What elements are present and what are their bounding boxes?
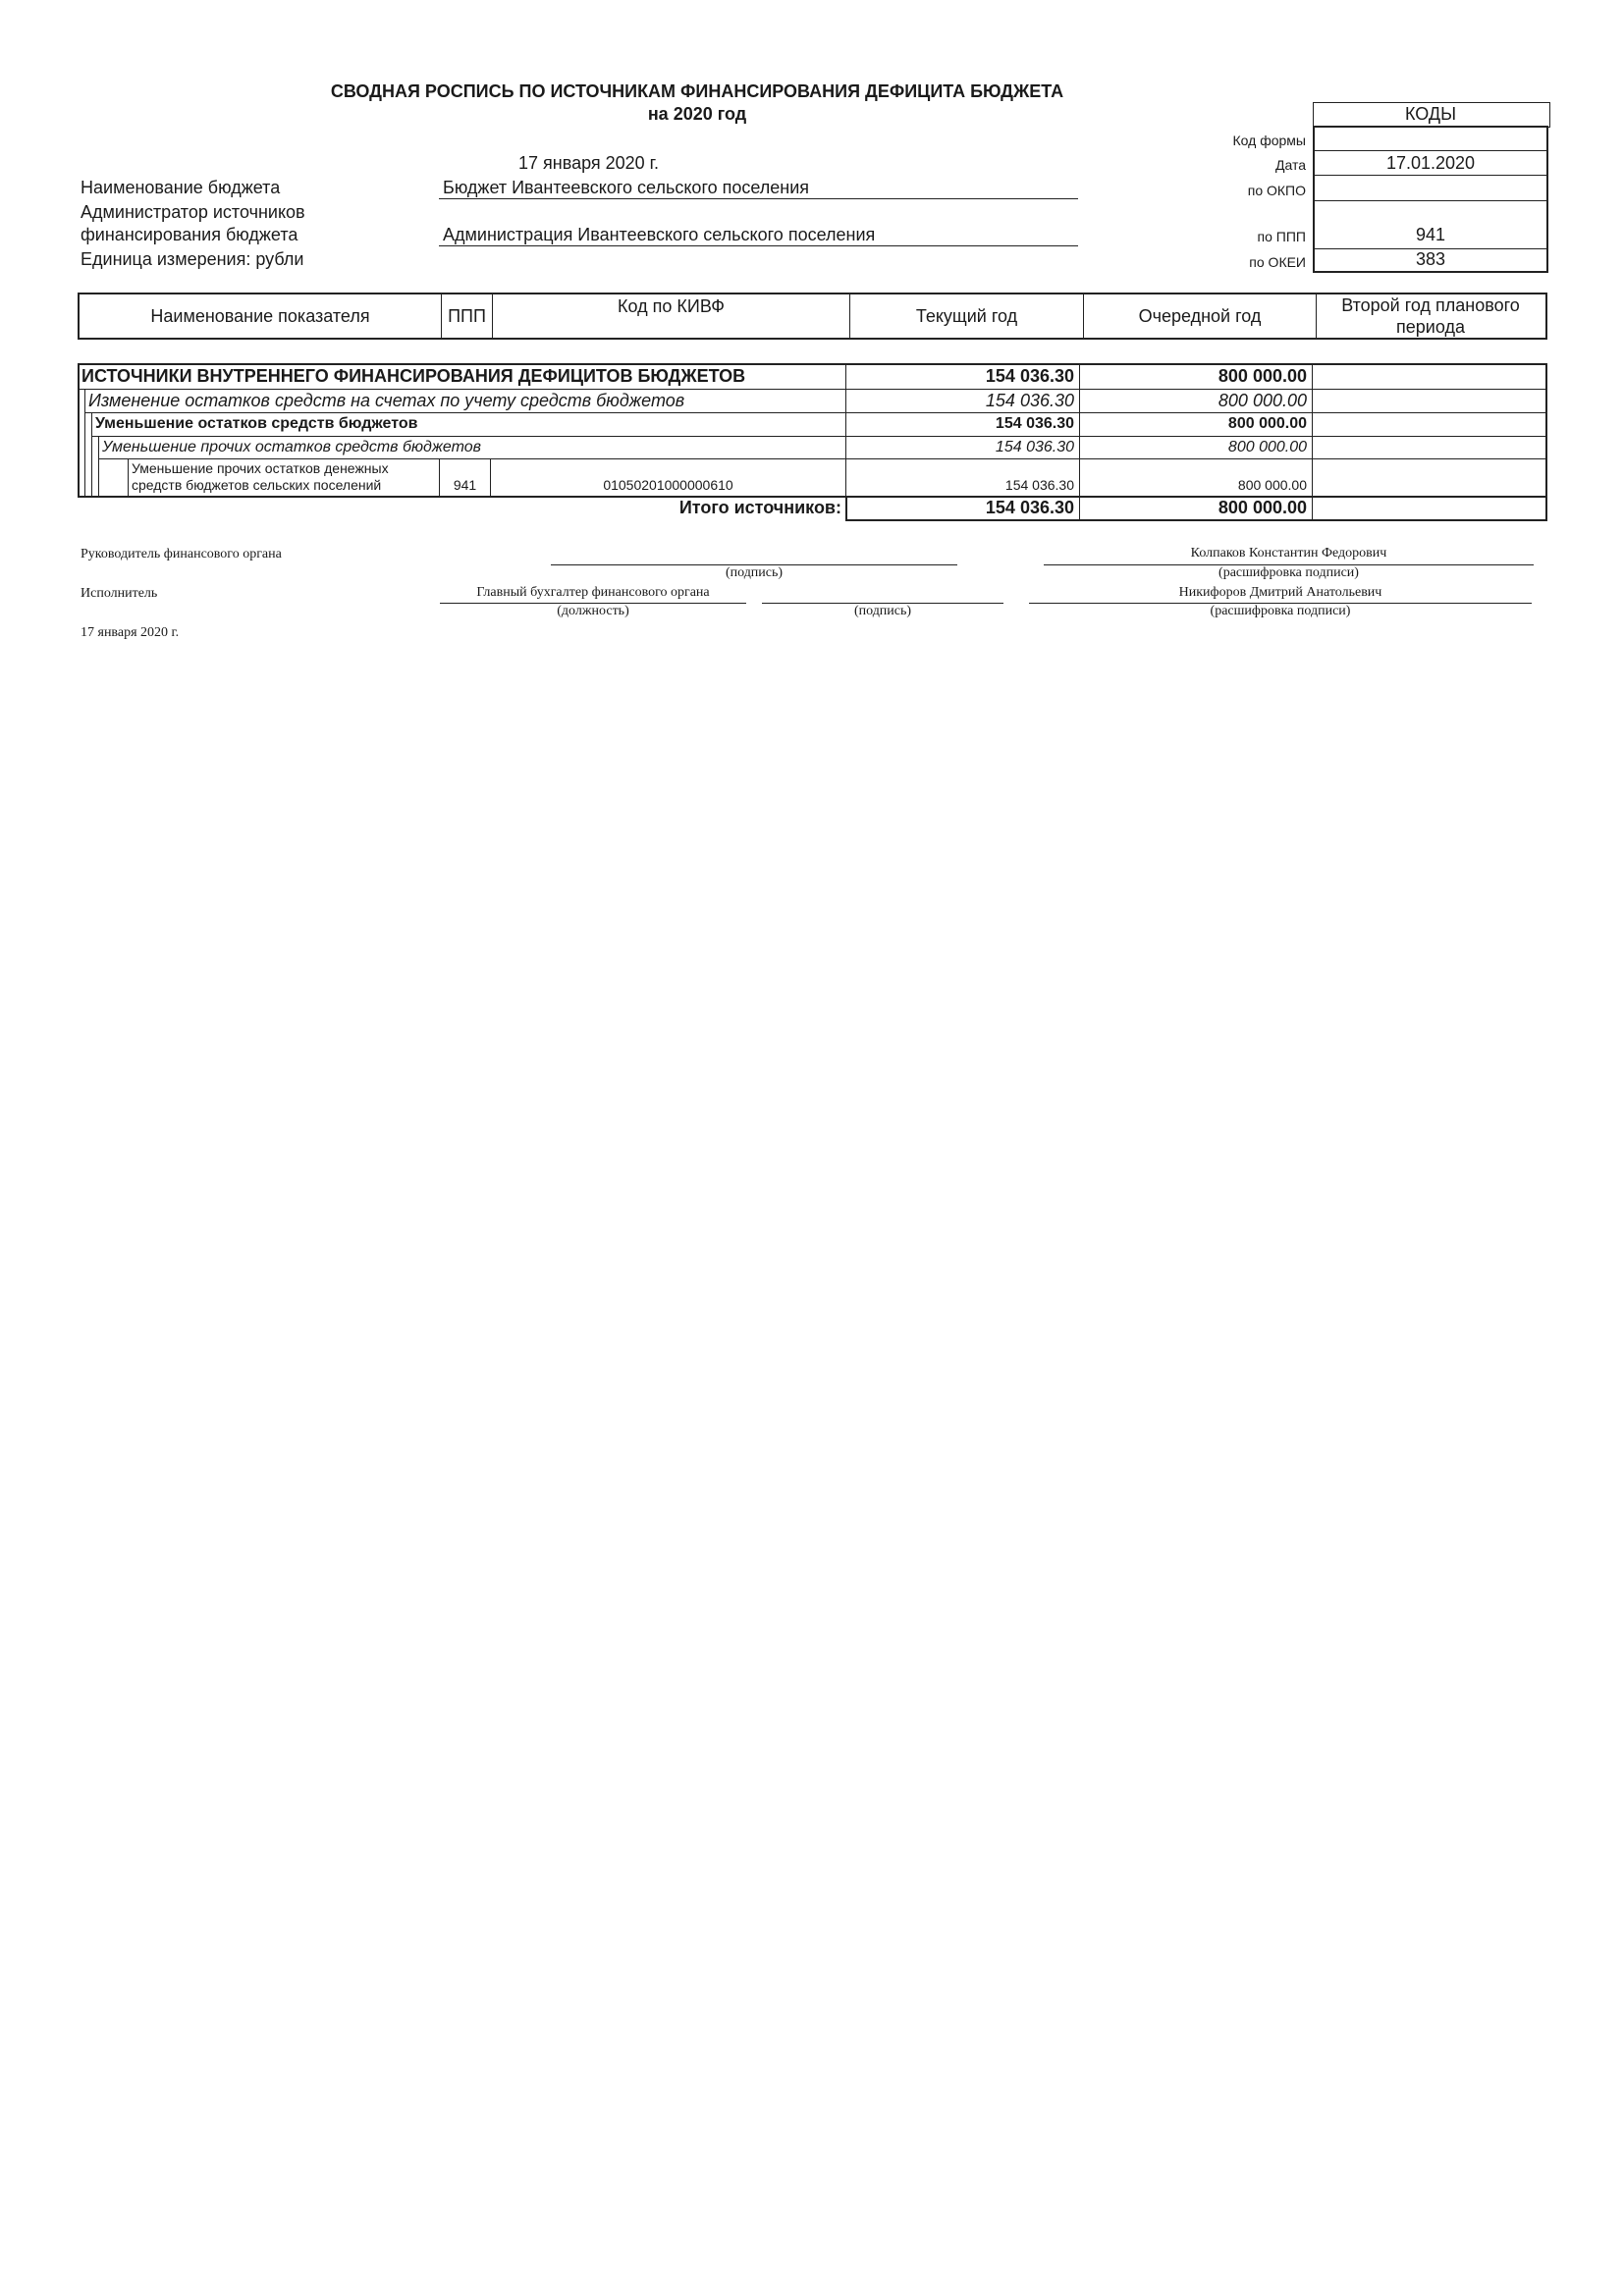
row-3-current: 154 036.30 bbox=[995, 439, 1074, 455]
row-1-name: Изменение остатков средств на счетах по учету средств бюджетов bbox=[88, 391, 685, 410]
row-2-name: Уменьшение остатков средств бюджетов bbox=[95, 415, 418, 432]
code-okei-value: 383 bbox=[1415, 249, 1446, 269]
col-second-header bbox=[1317, 294, 1544, 338]
executor-name: Никифоров Дмитрий Анатольевич bbox=[1178, 585, 1382, 600]
unit-label: Единица измерения: рубли bbox=[81, 249, 304, 269]
row-3-name: Уменьшение прочих остатков средств бюджетов bbox=[102, 439, 481, 455]
code-date-label: Дата bbox=[1274, 157, 1306, 173]
col-second-header-line1: Второй год планового bbox=[1341, 295, 1520, 315]
admin-label-line2: финансирования бюджета bbox=[81, 225, 298, 244]
code-okei-label: по ОКЕИ bbox=[1249, 254, 1306, 270]
executor-position-caption: (должность) bbox=[557, 604, 629, 618]
col-next-header: Очередной год bbox=[1084, 294, 1317, 338]
head-name: Колпаков Константин Федорович bbox=[1190, 546, 1387, 561]
row-0-name: ИСТОЧНИКИ ВНУТРЕННЕГО ФИНАНСИРОВАНИЯ ДЕФИЦИТОВ БЮДЖЕТОВ bbox=[81, 366, 746, 386]
code-date-value: 17.01.2020 bbox=[1385, 153, 1476, 173]
row-4-ppp: 941 bbox=[453, 477, 477, 493]
row-2-current: 154 036.30 bbox=[995, 415, 1074, 432]
row-4-next: 800 000.00 bbox=[1237, 477, 1307, 493]
admin-value: Администрация Ивантеевского сельского поселения bbox=[439, 225, 1078, 246]
row-0-next: 800 000.00 bbox=[1218, 366, 1307, 386]
row-4-current: 154 036.30 bbox=[1004, 477, 1074, 493]
table-header bbox=[78, 293, 1547, 340]
code-okpo-label: по ОКПО bbox=[1247, 183, 1306, 198]
col-kivf-header: Код по КИВФ bbox=[493, 294, 850, 338]
executor-position: Главный бухгалтер финансового органа bbox=[476, 585, 710, 600]
head-name-caption: (расшифровка подписи) bbox=[1218, 565, 1359, 580]
row-1-current: 154 036.30 bbox=[985, 391, 1074, 410]
row-2-next: 800 000.00 bbox=[1227, 415, 1307, 432]
row-4-kivf: 01050201000000610 bbox=[603, 477, 733, 493]
col-second-header-line2: периода bbox=[1396, 317, 1465, 337]
row-4-name-line2: средств бюджетов сельских поселений bbox=[132, 477, 382, 493]
admin-label-line1: Администратор источников bbox=[81, 202, 305, 222]
row-0-current: 154 036.30 bbox=[985, 366, 1074, 386]
executor-sign-caption: (подпись) bbox=[853, 604, 912, 618]
head-sign-caption: (подпись) bbox=[725, 565, 784, 580]
code-ppp-value: 941 bbox=[1415, 225, 1446, 244]
executor-name-caption: (расшифровка подписи) bbox=[1210, 604, 1351, 618]
document-subtitle: на 2020 год bbox=[647, 104, 747, 124]
document-date: 17 января 2020 г. bbox=[518, 153, 660, 173]
row-3-next: 800 000.00 bbox=[1227, 439, 1307, 455]
col-name-header: Наименование показателя bbox=[80, 294, 442, 338]
executor-label: Исполнитель bbox=[81, 586, 158, 601]
code-ppp-label: по ППП bbox=[1257, 229, 1306, 244]
col-current-header: Текущий год bbox=[850, 294, 1084, 338]
total-current: 154 036.30 bbox=[985, 498, 1074, 517]
head-label: Руководитель финансового органа bbox=[81, 547, 282, 561]
codes-header: КОДЫ bbox=[1404, 104, 1456, 124]
budget-value: Бюджет Ивантеевского сельского поселения bbox=[439, 178, 1078, 199]
document-title: СВОДНАЯ РОСПИСЬ ПО ИСТОЧНИКАМ ФИНАНСИРОВАНИЯ ДЕФИЦИТА БЮДЖЕТА bbox=[330, 81, 1064, 101]
row-4-name-line1: Уменьшение прочих остатков денежных bbox=[132, 460, 389, 476]
budget-label: Наименование бюджета bbox=[81, 178, 281, 197]
total-next: 800 000.00 bbox=[1218, 498, 1307, 517]
row-1-next: 800 000.00 bbox=[1218, 391, 1307, 410]
col-ppp-header: ППП bbox=[442, 294, 493, 338]
signature-date: 17 января 2020 г. bbox=[81, 625, 180, 640]
code-form-label: Код формы bbox=[1232, 133, 1306, 148]
total-label: Итого источников: bbox=[678, 498, 841, 517]
